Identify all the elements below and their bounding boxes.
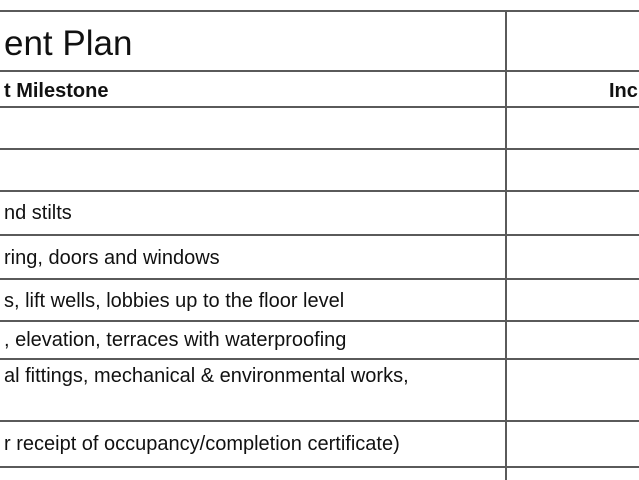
plan-title: ent Plan: [4, 24, 133, 63]
row-border: [0, 234, 639, 236]
milestone-cell: ring, doors and windows: [4, 247, 220, 269]
row-border: [0, 70, 639, 72]
row-border: [0, 10, 639, 12]
row-border: [0, 190, 639, 192]
row-border: [0, 106, 639, 108]
row-border: [0, 278, 639, 280]
milestone-cell: s, lift wells, lobbies up to the floor level: [4, 290, 345, 312]
milestone-cell: r receipt of occupancy/completion certificate): [4, 433, 400, 455]
row-border: [0, 148, 639, 150]
milestone-column-header: t Milestone: [4, 80, 109, 102]
column-border: [505, 10, 507, 480]
milestone-cell: nd stilts: [4, 202, 72, 224]
row-border: [0, 358, 639, 360]
row-border: [0, 420, 639, 422]
row-border: [0, 466, 639, 468]
row-border: [0, 320, 639, 322]
inc-column-header: Inc: [609, 80, 638, 102]
milestone-cell: , elevation, terraces with waterproofing: [4, 329, 347, 351]
milestone-cell: al fittings, mechanical & environmental works,: [4, 365, 409, 387]
